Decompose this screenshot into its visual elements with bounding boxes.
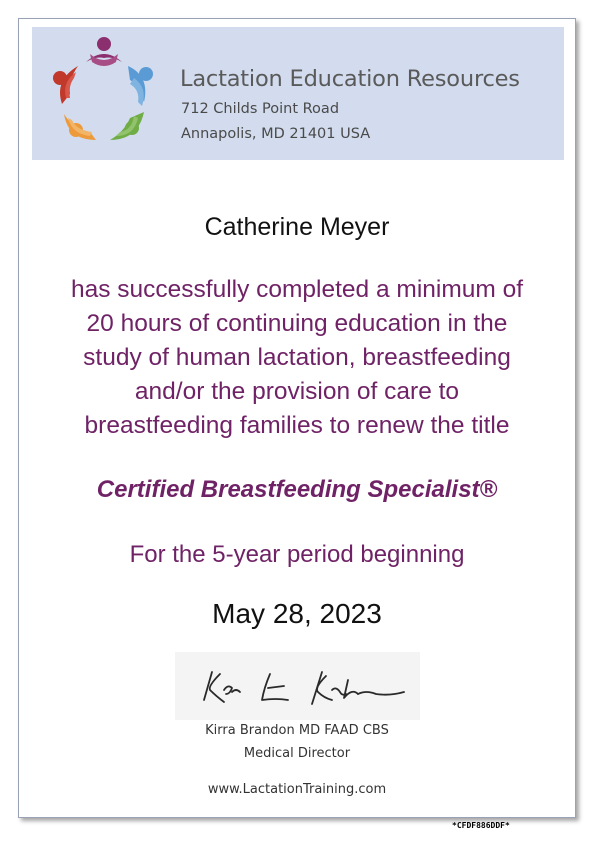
- signatory-name: Kirra Brandon MD FAAD CBS: [205, 723, 389, 738]
- body-line: and/or the provision of care to: [134, 378, 460, 405]
- address-line-2: Annapolis, MD 21401 USA: [181, 126, 371, 142]
- certificate-body: [18, 273, 576, 443]
- signatory-role: Medical Director: [243, 746, 351, 761]
- recipient-name: Catherine Meyer: [204, 213, 390, 241]
- address-line-1: 712 Childs Point Road: [181, 101, 340, 117]
- body-line: 20 hours of continuing education in the: [86, 310, 508, 337]
- certification-title: Certified Breastfeeding Specialist®: [96, 476, 498, 503]
- handwritten-signature-icon: [190, 660, 420, 716]
- start-date: May 28, 2023: [212, 598, 382, 629]
- period-label: For the 5-year period beginning: [129, 541, 465, 568]
- body-line: study of human lactation, breastfeeding: [83, 344, 511, 371]
- organization-name: Lactation Education Resources: [180, 66, 520, 92]
- body-line: breastfeeding families to renew the title: [84, 412, 510, 439]
- body-line: has successfully completed a minimum of: [70, 276, 524, 303]
- people-circle-logo-icon: [46, 32, 162, 152]
- document-code: *CFDF886DDF*: [452, 821, 510, 830]
- website-link[interactable]: www.LactationTraining.com: [207, 782, 387, 797]
